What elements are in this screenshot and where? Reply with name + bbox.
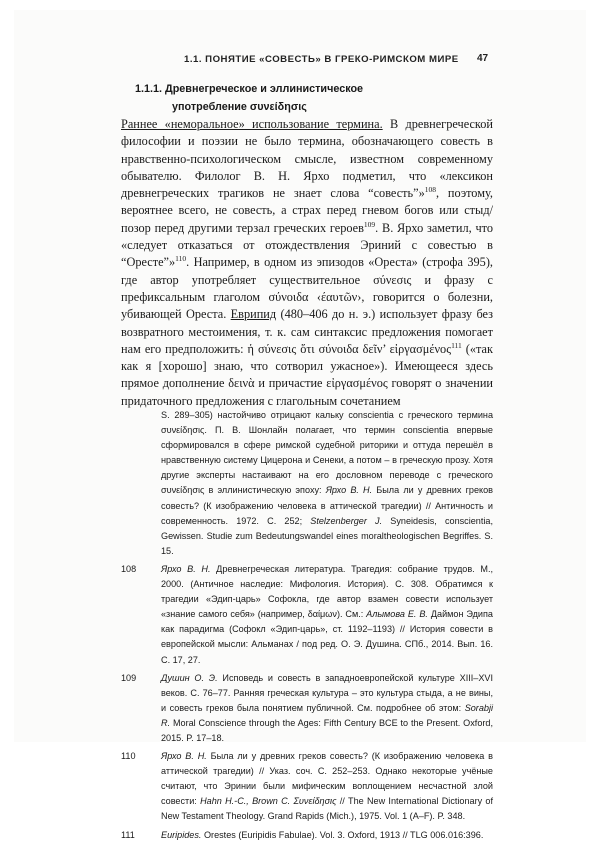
footnote-ref-108: 108 — [424, 185, 436, 195]
running-head: 1.1. ПОНЯТИЕ «СОВЕСТЬ» В ГРЕКО-РИМСКОМ МИРЕ — [184, 54, 459, 65]
footnote-ref-110: 110 — [175, 254, 187, 264]
footnote-text — [161, 749, 493, 824]
fn-cont-text-a: S. 289–305) настойчиво отрицают кальку conscientia с греческого термина συνείδησις. П. В. Шонлайн полагает, что термин conscientia впервые сформировался в сфере римской судебной риторики и оттуда перешёл в нравственную систему Цицерона и Сенеки, а потом – в греческую прозу. Хотя другие эксперты настаивают на его дословном переводе с греческого συνείδησις в эллинистическую эпоху: — [161, 410, 493, 496]
footnote-111 — [121, 828, 493, 843]
section-title-line2: употребление συνείδησις — [172, 101, 307, 113]
footnote-ref-109: 109 — [363, 219, 376, 229]
main-paragraph — [121, 116, 493, 410]
fn-text-part: Древнегреческая литература. Трагедия: собрание трудов. М., 2000. (Античное наследие: Мифология. История). С. 308. Обратимся к трагедии «Эдип-царь» Софокла, где автор взамен совести использует «знание самого себя» (например, δαίμων). См.: — [161, 563, 494, 620]
fn-text-part: Moral Conscience through the Ages: Fifth Century BCE to the Present. Oxford, 2015. P. 17–18. — [161, 717, 493, 743]
body-text-1: В древнегреческой философии и поэзии не было термина, обозначающего совесть в нравственно-психологическом смысле, известном современному обывателю. Филолог В. Н. Ярхо подметил, что «лексикон древнегреческих трагиков не знает слова “совесть”» — [121, 117, 493, 201]
fn-text-part: Была ли у древних греков совесть? (К изображению человека в аттической трагедии) // Указ. соч. С. 252–253. Однако некоторые учёные считают, что Эринии были мифическим воплощением несчастной злой совести: — [161, 751, 493, 807]
fn-cont-author-b: Stelzenberger J. — [310, 515, 383, 526]
fn-author: Sorabji R. — [161, 702, 493, 728]
footnote-number: 111 — [121, 829, 135, 840]
footnote-number: 110 — [121, 751, 136, 762]
paragraph-lead: Раннее «неморальное» использование термина. — [121, 117, 383, 131]
fn-cont-text-c: Syneidesis, conscientia, Gewissen. Studie zum Bedeutungswandel eines moraltheologischen Begriffes. S. 15. — [161, 515, 493, 556]
footnote-text — [161, 828, 493, 843]
fn-author: Алымова Е. В. — [366, 609, 428, 620]
fn-author: Ярхо В. Н. — [161, 751, 207, 762]
footnote-110 — [121, 749, 493, 824]
body-text-6: («так как я [хорошо] знаю, что сотворил ужасное»). Имеющееся здесь прямое дополнение δεινὰ и причастие εἰργασμένος говорят о значении придаточного предложения с глагольным сочетанием — [121, 341, 493, 408]
book-page — [14, 10, 586, 840]
section-heading — [135, 80, 363, 116]
footnotes — [121, 408, 493, 843]
fn-text-part: Orestes (Euripidis Fabulae). Vol. 3. Oxford, 1913 // TLG 006.016:396. — [201, 829, 484, 840]
page-number: 47 — [477, 53, 489, 64]
body-text-3: . В. Ярхо заметил, что «следует отказаться от отождествления Эриний с совестью в “Оресте”» — [121, 220, 493, 270]
footnote-108 — [121, 562, 493, 668]
footnote-text — [161, 562, 493, 668]
fn-cont-text-b: Была ли у древних греков совесть? (К изображению человека в аттической трагедии) // Античность и современность. 1972. С. 252; — [161, 485, 493, 526]
footnote-109 — [121, 671, 493, 746]
footnote-ref-111: 111 — [451, 340, 462, 350]
body-text-4: . Например, в одном из эпизодов «Ореста» (строфа 395), где автор употребляет существительное σύνεσις и фразу с префиксальным глаголом σύνοιδα ‹έαυτῶν›, говорится о болезни, убивающей Ореста. — [121, 255, 493, 322]
fn-author: Euripides. — [161, 829, 202, 840]
footnote-number: 109 — [121, 672, 137, 683]
fn-author: Ярхо В. Н. — [161, 563, 211, 574]
author-euripides: Еврипид — [230, 307, 277, 322]
fn-text-part: Исповедь и совесть в западноевропейской культуре XIII–XVI веков. С. 76–77. Ранняя греческая культура – это культура стыда, а не вины, и совесть греков была понятием публичной. См. подробнее об этом: — [161, 672, 494, 713]
fn-text-part: Даймон Эдипа как парадигма (Софокл «Эдип-царь», ст. 1192–1193) // История совести в европейской мысли: Альманах / под ред. О. Э. Душина. СПб., 2014. Вып. 16. С. 17, 27. — [161, 609, 493, 665]
fn-text-part: // The New International Dictionary of New Testament Theology. Grand Rapids (Mich.), 1975. Vol. 1 (A–F). P. 348. — [161, 796, 494, 822]
body-text-2: , поэтому, вероятнее всего, не совесть, а страх перед гневом богов или стыд/позор перед другими терзал греческих героев — [121, 186, 493, 235]
fn-author: Hahn H.-C., Brown C. Συνείδησις — [200, 796, 337, 807]
footnote-text — [161, 671, 493, 746]
body-text-5: (480–406 до н. э.) использует фразу без возвратного местоимения, т. к. сам синтаксис предложения помогает нам его предположить: ἡ σύνεσις ὅτι σύνοιδα δεῖν’ εἰργασμένος — [121, 307, 494, 356]
section-title-line1: 1.1.1. Древнегреческое и эллинистическое — [135, 83, 364, 95]
fn-cont-author-a: Ярхо В. Н. — [325, 485, 373, 496]
fn-author: Душин О. Э. — [161, 672, 218, 683]
footnote-continuation — [161, 408, 493, 559]
footnote-number: 108 — [121, 563, 137, 574]
